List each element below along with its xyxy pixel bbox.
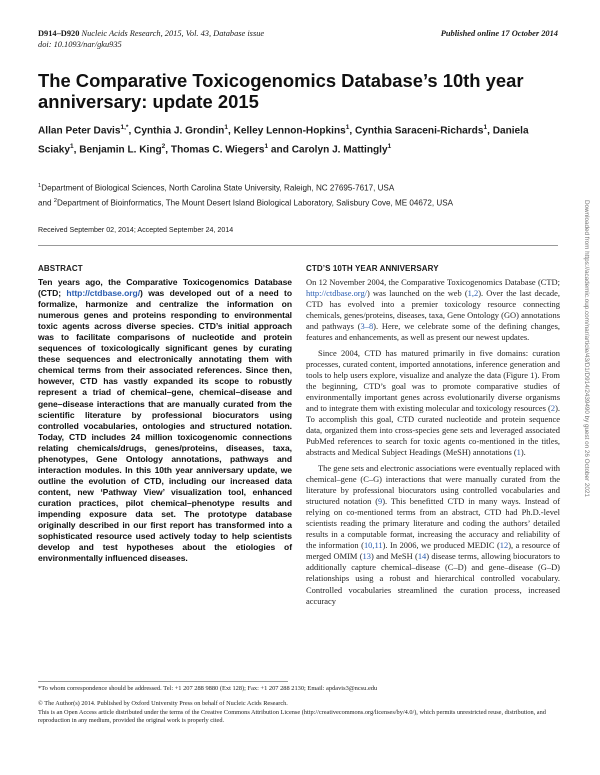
author-name: Daniela Sciaky [38,125,529,156]
ref-link[interactable]: 1,2 [467,288,479,299]
ref-link[interactable]: 3–8 [360,321,374,332]
running-header [38,28,264,50]
ref-link[interactable]: 10,11 [363,540,383,551]
p3-text-d: ), a resource of merged OMIM ( [306,540,560,562]
author-separator: , [73,144,80,156]
download-watermark: Downloaded from https://academic.oup.com/nar/article/43/D1/D914/2439490 by guest on 26 October 2021 [583,200,590,497]
doi: doi: 10.1093/nar/gku935 [38,40,122,49]
section-body [306,277,560,607]
author-separator: , [128,125,135,137]
journal-citation: Nucleic Acids Research, 2015, Vol. 43, Database issue [81,29,265,38]
received-accepted-dates: Received September 02, 2014; Accepted September 24, 2014 [38,226,234,234]
p2-text-c: ). [520,447,526,458]
license-text: This is an Open Access article distributed under the terms of the Creative Commons Attribution License (http://creativecommons.org/licenses/by/4.0/), which permits unrestricted reuse, distribution, and reproduction in any medium, provided the original work is properly cited. [38,708,546,725]
ctd-url-link-body[interactable]: http://ctdbase.org/ [306,288,368,299]
affiliation-2: Department of Bioinformatics, The Mount Desert Island Biological Laboratory, Salisbury Cove, ME 04672, USA [57,198,454,208]
p3-text-a: The gene sets and electronic associations were eventually replaced with chemical–gene (C–G) interactions that were manually curated from the literature by professional biocurators using controlled vocabularies and structured notation ( [306,462,561,506]
author-separator: and [268,144,292,156]
affiliation-2-number: 2 [53,197,57,204]
ref-link[interactable]: 1 [516,447,521,458]
p3-text-b: ). This benefitted CTD in many ways. Instead of relying on co-mentioned terms from an abstract, CTD had Ph.D.-level scientists reading the primary literature and coding the authors’ detailed results in a computable format, increasing the accuracy and reliability of the information ( [306,495,560,551]
author-affiliation-mark: 1,* [120,124,129,131]
p1-text-b: ) was launched on the web ( [367,288,468,299]
author-name: Allan Peter Davis [38,125,121,137]
copyright-line-1: © The Author(s) 2014. Published by Oxford University Press on behalf of Nucleic Acids Research. [38,700,288,707]
article-title: The Comparative Toxicogenomics Database’s 10th year anniversary: update 2015 [38,70,524,112]
ref-link[interactable]: 12 [499,540,509,551]
p3-text-e: ) and MeSH ( [370,551,418,562]
paragraph-2 [306,348,560,459]
paragraph-1 [306,277,560,344]
ref-link[interactable]: 14 [417,551,427,562]
paragraph-3 [306,463,560,607]
author-affiliation-mark: 1 [483,124,488,131]
page-range: D914–D920 [38,29,80,38]
header-divider [38,245,558,246]
ref-link[interactable]: 9 [378,495,383,506]
abstract-part-1: Ten years ago, the Comparative Toxicogenomics Database (CTD; [38,277,292,299]
affiliation-1: Department of Biological Sciences, North Carolina State University, Raleigh, NC 27695-7617, USA [41,183,395,193]
author-separator: , [487,125,493,137]
author-affiliation-mark: 1 [224,124,228,131]
p1-text-d: ). Here, we celebrate some of the defining changes, features and enhancements, as well as present our newest updates. [306,321,560,343]
p2-text-a: Since 2004, CTD has matured primarily in five domains: curation processes, curated content, imported annotations, inference generation and tools to help users explore, visualize and analyze the data (Figure 1). From the beginning, CTD’s goal was to promote comparative studies of environmentally important genes across evolutionarily diverse organisms and to integrate them with existing molecular and toxicology resources ( [306,347,560,414]
author-name: Benjamin L. King [79,144,162,156]
author-list [38,120,558,159]
author-name: Carolyn J. Mattingly [291,144,388,156]
author-name: Cynthia J. Grondin [134,125,225,137]
copyright-notice [38,700,558,726]
correspondence-footnote: *To whom correspondence should be addressed. Tel: +1 207 288 9880 (Ext 128); Fax: +1 207 288 2130; Email: apdavis3@ncsu.edu [38,685,378,692]
author-name: Thomas C. Wiegers [170,144,265,156]
ref-link[interactable]: 2 [550,403,556,414]
author-affiliation-mark: 1 [70,143,74,151]
author-separator: , [165,144,171,156]
abstract-part-2: ) was developed out of a need to formalize, harmonize and centralize the information on numerous genes and proteins responding to environmental toxic agents across diverse species. CTD’s initial approach was to facilitate comparisons of nucleotide and protein sequences of toxicologically significant genes by curating these sequences and electronically annotating them with chemical terms from their associated references. Since then, however, CTD has vastly expanded its scope to robustly represent a triad of chemical–gene, chemical–disease and gene–disease interactions that are manually curated from the scientific literature by professional biocurators using controlled vocabularies, ontologies and structured notation. Today, CTD includes 24 million toxicogenomic connections relating chemicals/drugs, genes/proteins, diseases, taxa, phenotypes, Gene Ontology annotations, pathways and interaction modules. In this 10th year anniversary update, we outline the evolution of CTD, including our increased data content, new ‘Pathway View’ visualization tool, enhanced curation practices, pilot chemical–phenotype results and impending exposure data set. The prototype database originally described in our first report has transformed into a sophisticated resource used actively today to help scientists develop and test hypotheses about the etiologies of environmentally influenced diseases. [38,288,292,564]
author-affiliation-mark: 2 [161,143,166,151]
footnote-divider [38,681,288,682]
p3-text-c: ). In 2006, we produced MEDIC ( [382,540,500,551]
author-affiliation-mark: 1 [387,143,392,151]
abstract-heading: ABSTRACT [38,264,83,273]
author-name: Kelley Lennon-Hopkins [233,125,346,137]
author-affiliation-mark: 1 [345,124,350,131]
author-name: Cynthia Saraceni-Richards [354,125,484,137]
affiliation-1-number: 1 [38,183,42,189]
ref-link[interactable]: 13 [362,551,371,562]
p2-text-b: ). To accomplish this goal, CTD curated nucleotide and protein sequence data, organized them into cross-species gene sets and leveraged associated PubMed references to search for toxic agents co-mentioned in the titles, abstracts and Medical Subject Headings (MeSH) annotations ( [306,403,560,458]
abstract-text [38,277,292,564]
ctd-url-link[interactable]: http://ctdbase.org/ [66,288,141,299]
p1-text-c: ). Over the last decade, CTD has evolved into a premier toxicology resource connecting chemicals, genes/proteins, diseases, taxa, Gene Ontology (GO) annotations and pathways ( [306,288,560,332]
affiliations [38,180,568,209]
author-separator: , [349,125,355,137]
published-date: Published online 17 October 2014 [440,29,558,38]
author-separator: , [227,125,234,137]
section-heading: CTD’S 10TH YEAR ANNIVERSARY [306,264,439,273]
p3-text-f: ) disease terms, allowing biocurators to additionally capture chemical–disease (C–D) and gene–disease (G–D) relationships using a robust and hierarchical controlled vocabulary. Controlled vocabularies streamlined the curation process, increased accuracy [306,551,560,606]
affiliation-2-prefix: and [38,198,54,208]
p1-text-a: On 12 November 2004, the Comparative Toxicogenomics Database (CTD; [306,277,560,287]
author-affiliation-mark: 1 [264,143,269,151]
